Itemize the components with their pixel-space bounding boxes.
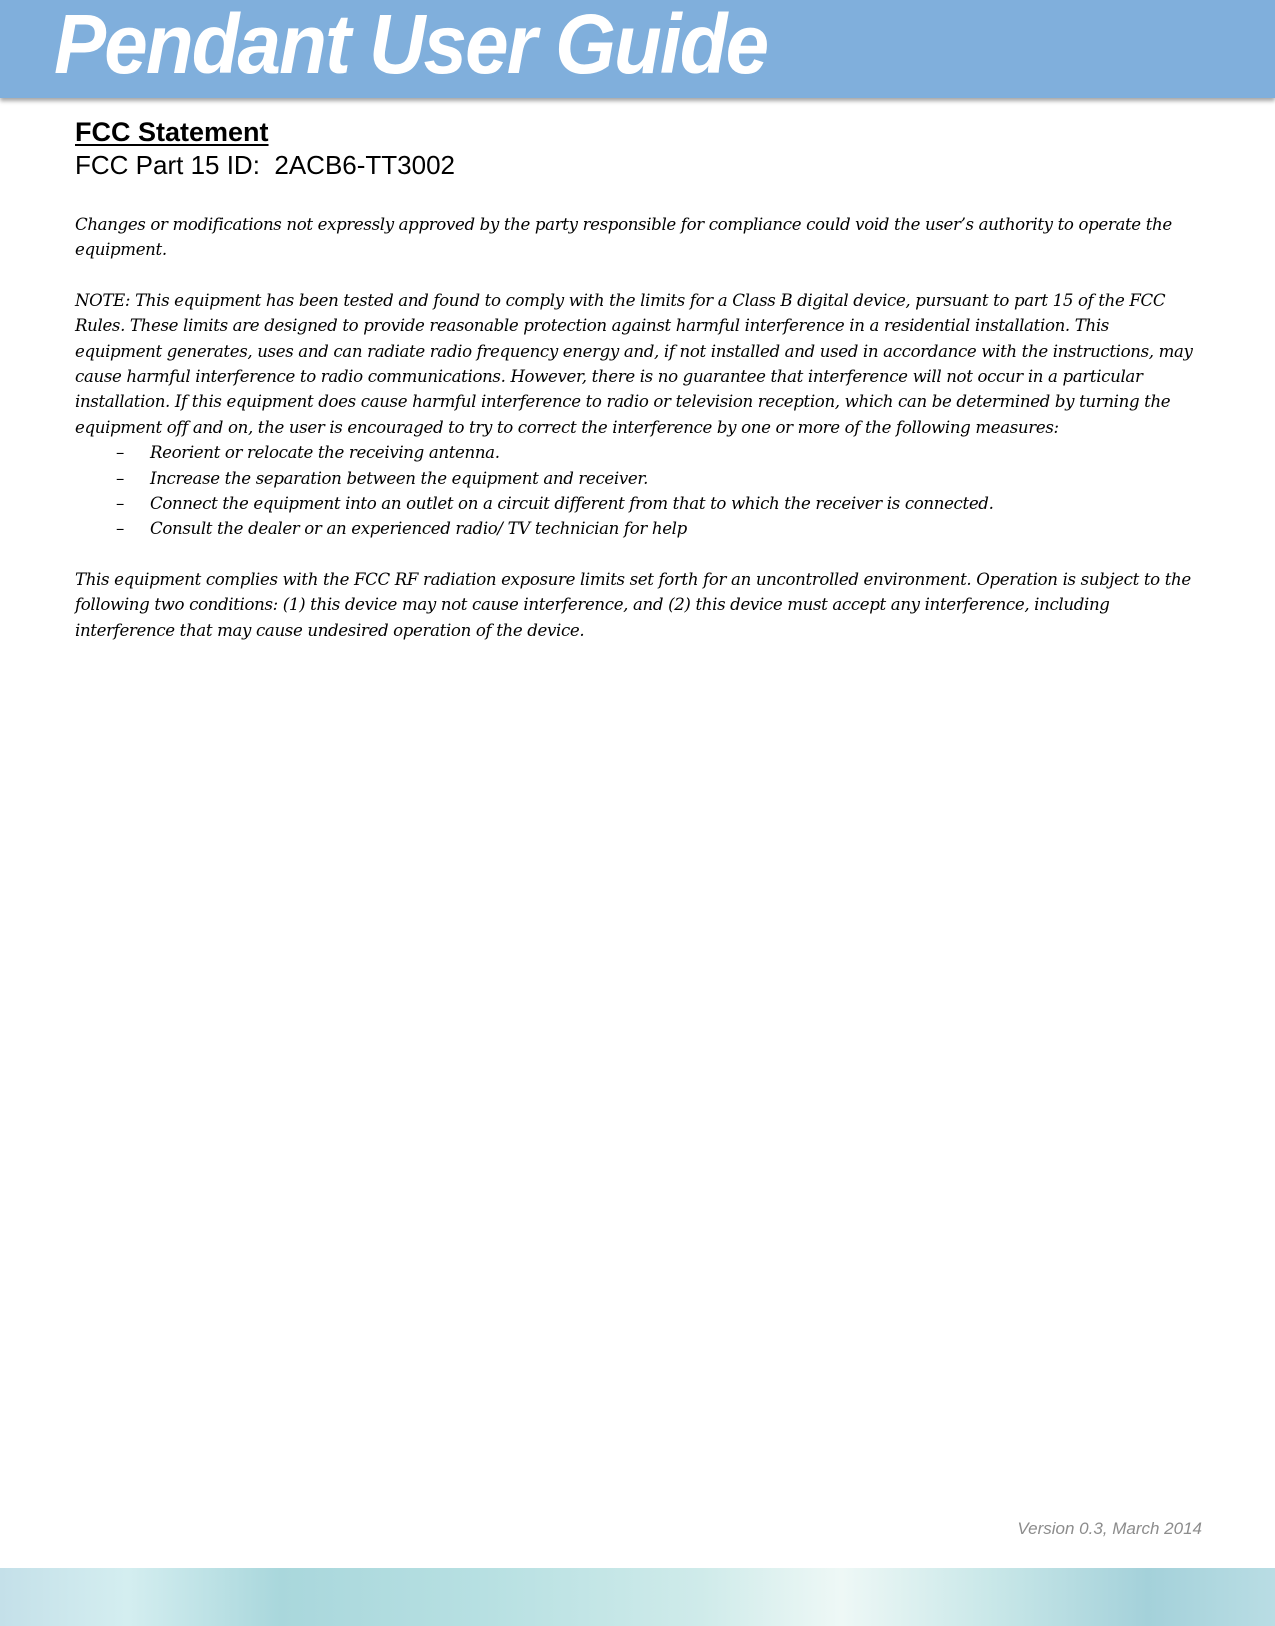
fcc-id-line: FCC Part 15 ID: 2ACB6-TT3002 [75, 150, 456, 180]
list-item [75, 440, 1200, 465]
measure-text: Increase the separation between the equipment and receiver. [150, 468, 649, 488]
dash-bullet: – [116, 519, 124, 539]
document-title: Pendant User Guide [54, 0, 768, 91]
footer-banner [0, 1568, 1275, 1626]
note-paragraph: NOTE: This equipment has been tested and found to comply with the limits for a Class B digital device, pursuant to part 15 of the FCC Rules. These limits are designed to provide reasonable protection against harmful interference in a residential installation. This equipment generates, uses and can radiate radio frequency energy and, if not installed and used in accordance with the instructions, may cause harmful interference to radio communications. However, there is no guarantee that interference will not occur in a particular installation. If this equipment does cause harmful interference to radio or television reception, which can be determined by turning the equipment off and on, the user is encouraged to try to correct the interference by one or more of the following measures: [75, 290, 1193, 437]
list-item [75, 516, 1200, 541]
changes-paragraph: Changes or modifications not expressly approved by the party responsible for compliance could void the user’s authority to operate the equipment. [75, 215, 1172, 260]
dash-bullet: – [116, 443, 124, 463]
rf-exposure-paragraph: This equipment complies with the FCC RF radiation exposure limits set forth for an uncontrolled environment. Operation is subject to the following two conditions: (1) this device may not cause interference, and (2) this device must accept any interference, including interference that may cause undesired operation of the device. [75, 569, 1191, 640]
header-banner [0, 0, 1275, 98]
version-label: Version 0.3, March 2014 [1017, 1519, 1202, 1538]
list-item [75, 466, 1200, 491]
measure-text: Consult the dealer or an experienced radio/ TV technician for help [150, 519, 687, 539]
dash-bullet: – [116, 494, 124, 514]
measure-text: Reorient or relocate the receiving antenna. [150, 443, 500, 463]
measures-list [75, 440, 1200, 542]
fcc-statement-section [75, 116, 1200, 643]
section-heading: FCC Statement [75, 117, 269, 147]
dash-bullet: – [116, 468, 124, 488]
measure-text: Connect the equipment into an outlet on a circuit different from that to which the receiver is connected. [150, 494, 994, 514]
list-item [75, 491, 1200, 516]
